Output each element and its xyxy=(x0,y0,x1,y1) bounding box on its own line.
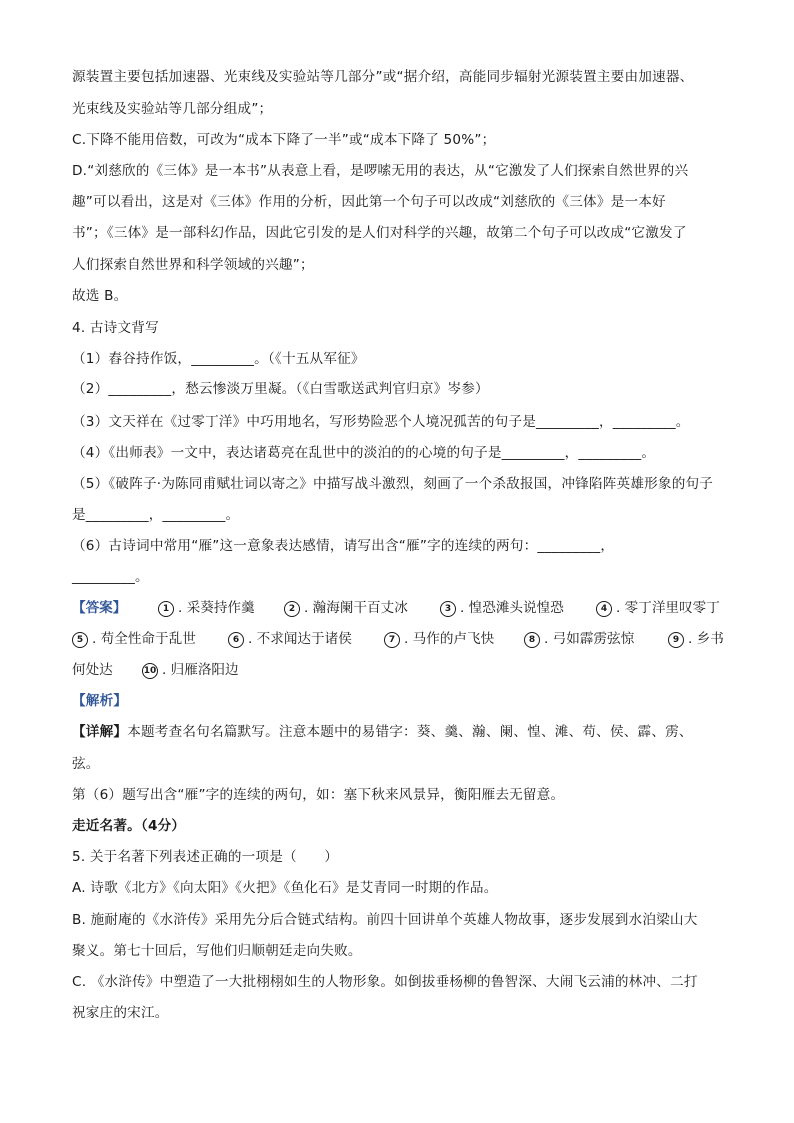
text-line: 第（6）题写出含“雁”字的连续的两句，如：塞下秋来风景异，衡阳雁去无留意。 xyxy=(72,787,565,803)
question-5-title: 5. 关于名著下列表述正确的一项是（ ） xyxy=(72,849,339,865)
subquestion-6: （6）古诗词中常用“雁”这一意象表达感情，请写出含“雁”字的连续的两句：_________， xyxy=(72,538,615,554)
answer-item-4: 4 . 零丁洋里叹零丁 xyxy=(596,599,720,617)
option-d-explanation: D.“刘慈欣的《三体》是一本书”从表意上看，是啰嗦无用的表达，从“它激发了人们探索自然世界的兴 xyxy=(72,163,689,179)
section-heading: 走近名著。（4分） xyxy=(72,818,186,834)
option-c-explanation: C.下降不能用倍数，可改为“成本下降了一半”或“成本下降了 50%”； xyxy=(72,132,496,148)
answer-item-8: 8 . 弓如霹雳弦惊 xyxy=(524,630,634,648)
answer-item-3: 3 . 惶恐滩头说惶恐 xyxy=(440,599,564,617)
text-line: 聚义。第七十回后，写他们归顺朝廷走向失败。 xyxy=(72,943,362,959)
answer-item-5: 5 . 苟全性命于乱世 xyxy=(72,630,196,648)
subquestion-2: （2）_________，愁云惨淡万里凝。（《白雪歌送武判官归京》岑参） xyxy=(72,381,489,397)
option-a: A. 诗歌《北方》《向太阳》《火把》《鱼化石》是艾青同一时期的作品。 xyxy=(72,880,498,896)
subquestion-1: （1）舂谷持作饭，_________。（《十五从军征》 xyxy=(72,351,365,367)
answer-tag: 【答案】 xyxy=(72,600,127,616)
question-4-title: 4. 古诗文背写 xyxy=(72,320,159,336)
subquestion-4: （4）《出师表》一文中，表达诸葛亮在乱世中的淡泊的的心境的句子是_________，_________。 xyxy=(72,445,656,461)
text-line: 源装置主要包括加速器、光束线及实验站等几部分”或“据介绍，高能同步辐射光源装置主要由加速器、 xyxy=(72,69,694,85)
text-line: 弦。 xyxy=(72,756,100,772)
answer-item-7: 7 . 马作的卢飞快 xyxy=(384,630,494,648)
option-c: C. 《水浒传》中塑造了一大批栩栩如生的人物形象。如倒拔垂杨柳的鲁智深、大闹飞云浦的林冲、二打 xyxy=(72,974,698,990)
text-line: 光束线及实验站等几部分组成”； xyxy=(72,101,273,117)
final-choice: 故选 B。 xyxy=(72,288,128,304)
option-b: B. 施耐庵的《水浒传》采用先分后合链式结构。前四十回讲单个英雄人物故事，逐步发展到水泊梁山大 xyxy=(72,912,698,928)
answer-item-2: 2 . 瀚海阑干百丈冰 xyxy=(284,599,408,617)
detail-line: 【详解】本题考查名句名篇默写。注意本题中的易错字：葵、羹、瀚、阑、惶、滩、苟、侯、霹、雳、 xyxy=(72,724,693,740)
text-line: 祝家庄的宋江。 xyxy=(72,1005,169,1021)
subquestion-3: （3）文天祥在《过零丁洋》中巧用地名，写形势险恶个人境况孤苦的句子是_________，_________。 xyxy=(72,414,690,430)
subquestion-5: （5）《破阵子·为陈同甫赋壮词以寄之》中描写战斗激烈，刻画了一个杀敌报国，冲锋陷阵英雄形象的句子 xyxy=(72,476,714,492)
answer-item-10: 10 . 归雁洛阳边 xyxy=(143,662,239,678)
analysis-tag: 【解析】 xyxy=(72,693,128,709)
answer-item-9-continued: 何处达 xyxy=(72,662,113,678)
answer-item-9: 9 . 乡书 xyxy=(668,630,724,648)
text-line: _________。 xyxy=(72,569,149,585)
text-line: 趣”可以看出，这是对《三体》作用的分析，因此第一个句子可以改成“刘慈欣的《三体》是一本好 xyxy=(72,194,666,210)
text-line: 人们探索自然世界和科学领域的兴趣”； xyxy=(72,257,314,273)
text-line: 是_________，_________。 xyxy=(72,507,240,523)
answer-item-1: 1 . 采葵持作羹 xyxy=(158,599,255,617)
answer-item-6: 6 . 不求闻达于诸侯 xyxy=(228,630,352,648)
text-line: 书”；《三体》是一部科幻作品，因此它引发的是人们对科学的兴趣，故第二个句子可以改成“它激发了 xyxy=(72,225,687,241)
